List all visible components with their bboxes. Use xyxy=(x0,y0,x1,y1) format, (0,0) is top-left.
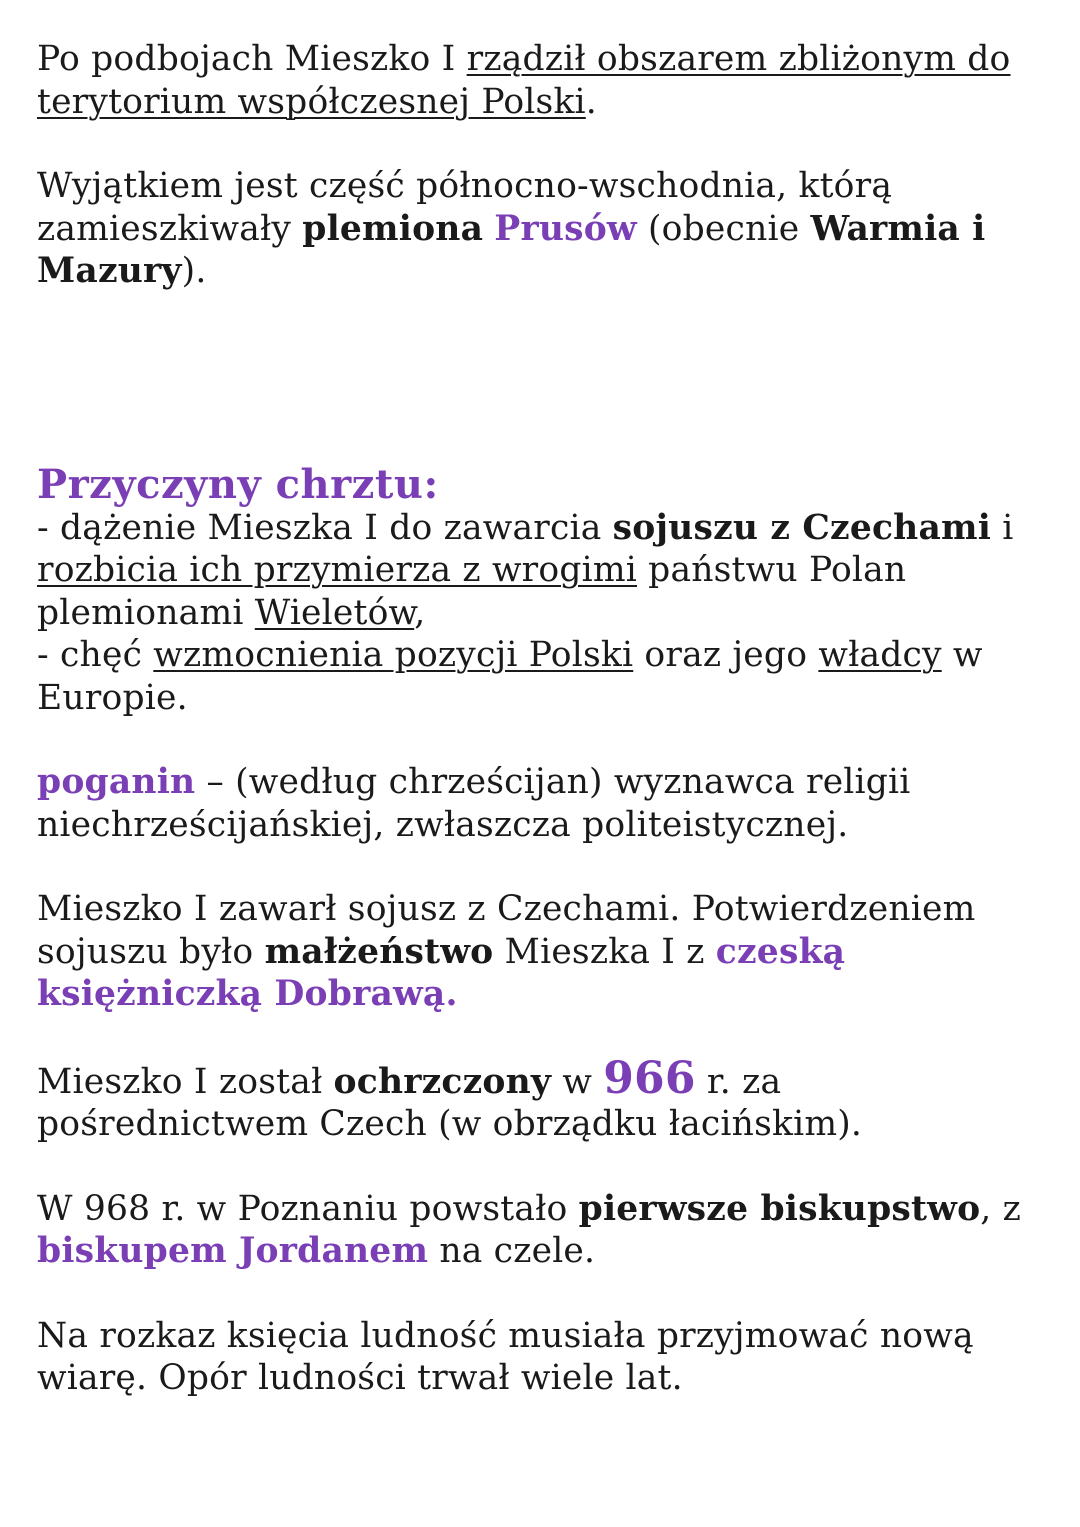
underlined-phrase-strengthen-position: wzmocnienia pozycji Polski xyxy=(153,635,634,675)
paragraph-bishopric xyxy=(37,1188,1047,1273)
underlined-phrase-territory: rządził obszarem zbliżonym do terytorium współczesnej Polski xyxy=(37,39,1011,122)
text-run: Po podbojach Mieszko I xyxy=(37,39,467,79)
highlight-year-966: 966 xyxy=(603,1052,696,1104)
paragraph-baptism xyxy=(37,1052,1047,1146)
section-heading-baptism-causes: Przyczyny chrztu: xyxy=(37,460,439,508)
highlight-term-bishop-jordan: biskupem Jordanem xyxy=(37,1231,429,1271)
text-run: ). xyxy=(181,251,207,291)
text-run: oraz jego xyxy=(633,635,819,675)
bold-term-first-bishopric: pierwsze biskupstwo xyxy=(578,1188,981,1229)
paragraph-baptism-causes xyxy=(37,507,1047,720)
underlined-phrase-break-alliance: rozbicia ich przymierza z wrogimi xyxy=(37,550,638,590)
text-run: Mieszka I z xyxy=(493,931,716,972)
paragraph-czech-alliance xyxy=(37,888,1047,1016)
definition-term-pagan: poganin xyxy=(37,762,196,802)
text-run: , z xyxy=(980,1188,1022,1229)
bold-term-alliance: sojuszu z Czechami xyxy=(612,507,992,548)
paragraph-exception-prussians xyxy=(37,165,1047,293)
bold-term-tribes: plemiona xyxy=(302,208,484,249)
definition-pagan xyxy=(37,761,1047,846)
bold-term-warmia-mazury: Warmia i Mazury xyxy=(37,208,986,291)
text-run: . xyxy=(585,81,597,122)
text-run: - chęć xyxy=(37,635,154,675)
text-run: (obecnie xyxy=(636,208,811,249)
text-run: Mieszko I zawarł sojusz z Czechami. Potwierdzeniem sojuszu było xyxy=(37,889,976,972)
definition-text: – (według chrześcijan) wyznawca religii niechrześcijańskiej, zwłaszcza politeistycznej. xyxy=(37,762,911,845)
text-run xyxy=(483,209,494,249)
paragraph-resistance xyxy=(37,1315,1047,1400)
paragraph-conquests xyxy=(37,38,1047,123)
text-run: , xyxy=(414,592,426,633)
text-run: na czele. xyxy=(428,1231,596,1271)
bold-term-marriage: małżeństwo xyxy=(264,931,494,972)
underlined-term-ruler: władcy xyxy=(818,635,942,675)
text-run: w xyxy=(551,1061,604,1102)
text-run: W 968 r. w Poznaniu powstało xyxy=(37,1188,579,1229)
text-run: Mieszko I został xyxy=(37,1061,334,1102)
underlined-term-veleti: Wieletów xyxy=(254,592,415,633)
text-run: w Europie. xyxy=(37,635,983,718)
document-page xyxy=(37,38,1047,1400)
highlight-term-dobrawa: czeską księżniczką Dobrawą. xyxy=(37,931,846,1014)
bold-term-baptized: ochrzczony xyxy=(333,1061,552,1102)
text-run: Wyjątkiem jest część północno-wschodnia, którą zamieszkiwały xyxy=(37,166,893,249)
highlight-term-prussians: Prusów xyxy=(494,208,637,249)
text-run: Na rozkaz księcia ludność musiała przyjmować nową wiarę. Opór ludności trwał wiele lat. xyxy=(37,1315,974,1398)
text-run: r. za pośrednictwem Czech (w obrządku łacińskim). xyxy=(37,1061,863,1144)
text-run: i xyxy=(991,507,1014,548)
text-run: - dążenie Mieszka I do zawarcia xyxy=(37,507,613,548)
text-run: państwu Polan plemionami xyxy=(37,550,907,633)
